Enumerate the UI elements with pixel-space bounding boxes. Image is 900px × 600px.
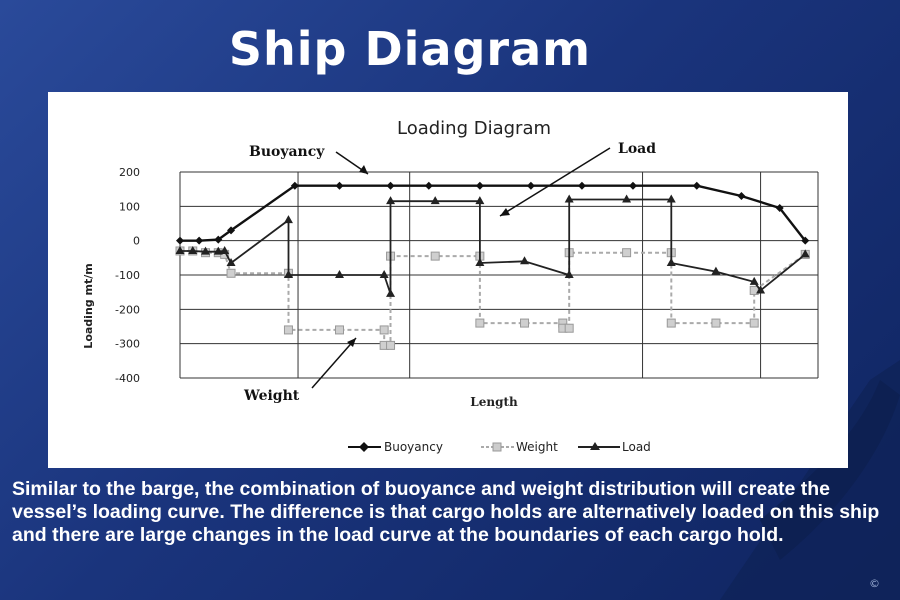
slide-caption: Similar to the barge, the combination of buoyance and weight distribution will create the vessel’s loading curve. The difference is that cargo holds are alternatively loaded on this ship and there are large changes in the load curve at the boundaries of each cargo hold. [12, 478, 880, 546]
annotation-load: Load [618, 141, 657, 157]
y-tick-label: -100 [115, 269, 140, 282]
data-point-buoyancy [693, 182, 701, 190]
chart-title: Loading Diagram [396, 118, 552, 139]
loading-diagram-chart [48, 92, 848, 468]
data-point-weight [750, 319, 758, 327]
data-point-load [667, 258, 676, 266]
data-point-load [475, 196, 484, 204]
data-point-weight [565, 324, 573, 332]
data-point-load [380, 270, 389, 278]
data-point-load [335, 270, 344, 278]
y-tick-label: -300 [115, 337, 140, 351]
legend-diamond-marker [359, 442, 369, 452]
y-tick-label: -400 [115, 372, 140, 385]
annotation-load-arrowhead [500, 208, 510, 216]
data-point-weight [623, 249, 631, 257]
y-axis-label: Loading mt/m [82, 263, 95, 349]
data-point-buoyancy [578, 182, 586, 190]
y-tick-label: 100 [119, 200, 140, 214]
y-tick-label: 200 [119, 166, 140, 179]
legend [348, 440, 651, 454]
data-point-load [565, 194, 574, 202]
series-line-weight [180, 251, 805, 345]
data-point-load [227, 258, 236, 266]
data-point-weight [284, 326, 292, 334]
data-point-buoyancy [195, 237, 203, 245]
data-point-buoyancy [425, 182, 433, 190]
data-point-load [386, 289, 395, 297]
copyright-mark: © [869, 577, 880, 590]
data-point-load [622, 194, 631, 202]
annotation-weight: Weight [244, 388, 300, 404]
x-axis-label: Length [470, 395, 518, 409]
data-point-buoyancy [737, 192, 745, 200]
data-point-load [431, 196, 440, 204]
legend-square-marker [493, 443, 501, 451]
chart-panel [48, 92, 848, 468]
series-line-load [180, 200, 805, 294]
data-point-weight [431, 252, 439, 260]
legend-label-weight: Weight [516, 440, 558, 454]
data-point-weight [227, 269, 235, 277]
legend-item-weight [481, 440, 558, 454]
data-point-weight [667, 319, 675, 327]
legend-label-buoyancy: Buoyancy [384, 440, 443, 454]
data-point-weight [336, 326, 344, 334]
data-point-buoyancy [629, 182, 637, 190]
y-tick-label: -200 [115, 303, 140, 317]
data-point-load [284, 215, 293, 223]
data-point-weight [712, 319, 720, 327]
data-point-load [386, 196, 395, 204]
data-point-weight [521, 319, 529, 327]
annotation-weight-arrow [312, 338, 356, 388]
annotation-load-arrow [500, 148, 610, 216]
data-point-load [520, 256, 529, 264]
legend-label-load: Load [622, 440, 651, 454]
data-point-buoyancy [387, 182, 395, 190]
y-tick-label: 0 [133, 234, 140, 248]
data-point-weight [380, 326, 388, 334]
data-point-buoyancy [476, 182, 484, 190]
slide-title: Ship Diagram [228, 22, 592, 76]
series-line-buoyancy [180, 186, 805, 241]
data-point-load [667, 194, 676, 202]
data-point-buoyancy [336, 182, 344, 190]
annotation-buoyancy: Buoyancy [249, 144, 325, 160]
data-point-weight [387, 341, 395, 349]
data-point-weight [476, 319, 484, 327]
data-point-buoyancy [527, 182, 535, 190]
data-point-buoyancy [176, 237, 184, 245]
legend-item-buoyancy [348, 440, 443, 454]
legend-item-load [578, 440, 651, 454]
